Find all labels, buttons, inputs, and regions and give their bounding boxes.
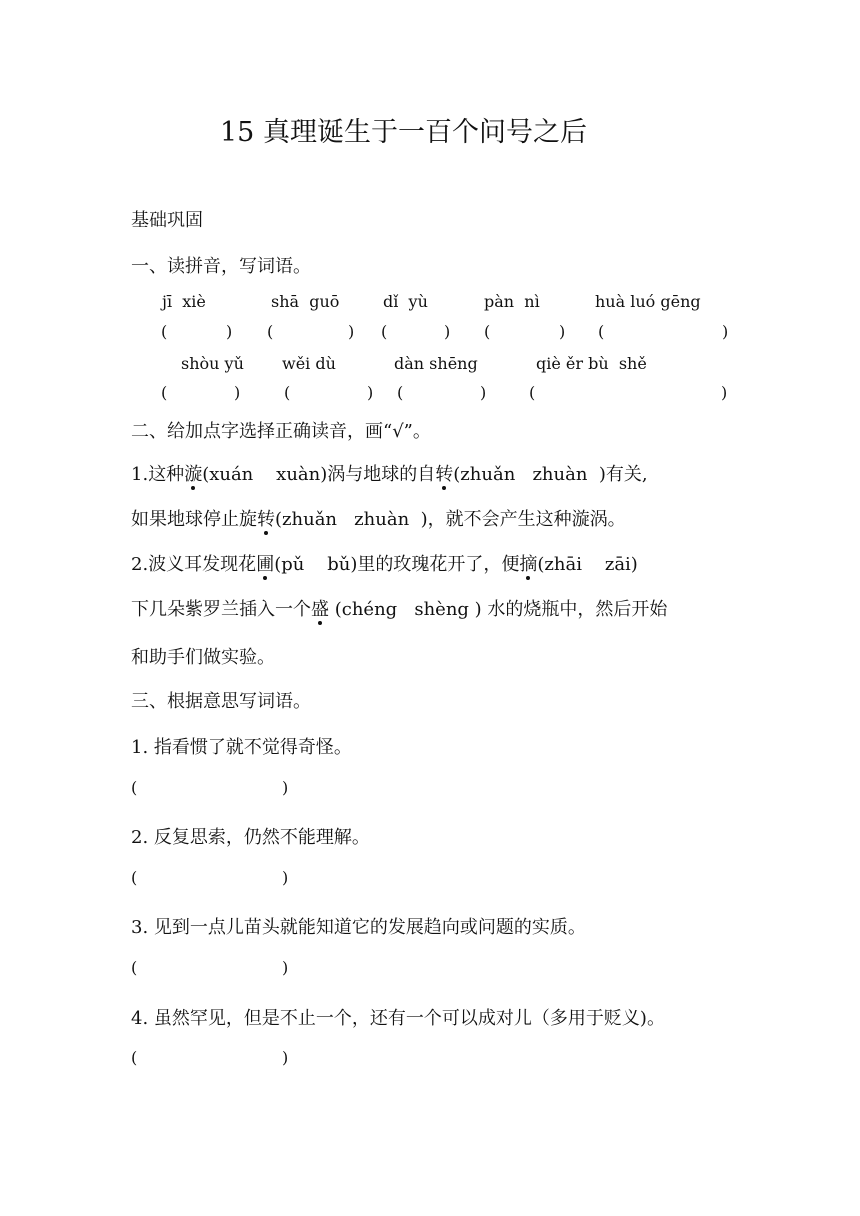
pinyin-diyu: dǐ yù bbox=[383, 292, 428, 311]
question2-2-line1: 2.波义耳发现花圃(pǔ bǔ)里的玫瑰花开了，便摘(zhāi zāi) bbox=[131, 550, 638, 576]
pinyin-shouyu: shòu yǔ bbox=[181, 354, 244, 373]
blank-1-close: ) bbox=[226, 322, 233, 341]
blank-7-close: ) bbox=[367, 383, 374, 402]
part1-heading: 一、读拼音，写词语。 bbox=[131, 256, 311, 277]
pinyin-dansheng: dàn shēng bbox=[394, 354, 478, 373]
page-title: 15 真理诞生于一百个问号之后 bbox=[220, 117, 587, 148]
blank-6-open: ( bbox=[161, 383, 168, 402]
pinyin-weidu: wěi dù bbox=[282, 354, 336, 373]
blank-8-close: ) bbox=[480, 383, 487, 402]
question2-2-line2: 下几朵紫罗兰插入一个盛 (chéng shèng ) 水的烧瓶中，然后开始 bbox=[131, 595, 667, 621]
pinyin-qieerbushe: qiè ěr bù shě bbox=[536, 354, 647, 373]
pinyin-panni: pàn nì bbox=[484, 292, 540, 311]
question3-2: 2. 反复思索，仍然不能理解。 bbox=[131, 827, 370, 848]
blank-2-open: ( bbox=[267, 322, 274, 341]
answer3-2-open: ( bbox=[131, 868, 138, 887]
dotted-char: 摘 bbox=[519, 550, 537, 576]
section-label: 基础巩固 bbox=[131, 210, 203, 231]
blank-9-close: ) bbox=[721, 383, 728, 402]
pinyin-shaguo: shā guō bbox=[271, 292, 340, 311]
blank-5-open: ( bbox=[598, 322, 605, 341]
dotted-char: 转 bbox=[435, 460, 453, 486]
answer3-4-open: ( bbox=[131, 1048, 138, 1067]
blank-7-open: ( bbox=[284, 383, 291, 402]
blank-4-open: ( bbox=[484, 322, 491, 341]
blank-3-open: ( bbox=[381, 322, 388, 341]
question2-1-line1: 1.这种漩(xuán xuàn)涡与地球的自转(zhuǎn zhuàn )有关, bbox=[131, 460, 648, 486]
answer3-4-close: ) bbox=[282, 1048, 289, 1067]
blank-3-close: ) bbox=[444, 322, 451, 341]
question2-1-line2: 如果地球停止旋转(zhuǎn zhuàn )，就不会产生这种漩涡。 bbox=[131, 505, 626, 531]
dotted-char: 漩 bbox=[184, 460, 202, 486]
pinyin-jixie: jī xiè bbox=[162, 292, 206, 311]
blank-5-close: ) bbox=[722, 322, 729, 341]
blank-9-open: ( bbox=[529, 383, 536, 402]
dotted-char: 圃 bbox=[256, 550, 274, 576]
blank-1-open: ( bbox=[161, 322, 168, 341]
blank-2-close: ) bbox=[348, 322, 355, 341]
blank-4-close: ) bbox=[559, 322, 566, 341]
question3-3: 3. 见到一点儿苗头就能知道它的发展趋向或问题的实质。 bbox=[131, 917, 586, 938]
answer3-1-close: ) bbox=[282, 778, 289, 797]
blank-6-close: ) bbox=[234, 383, 241, 402]
dotted-char: 盛 bbox=[311, 595, 329, 621]
question3-4: 4. 虽然罕见，但是不止一个，还有一个可以成对儿（多用于贬义)。 bbox=[131, 1008, 665, 1029]
question3-1: 1. 指看惯了就不觉得奇怪。 bbox=[131, 737, 352, 758]
blank-8-open: ( bbox=[397, 383, 404, 402]
pinyin-hualuogeng: huà luó gēng bbox=[595, 292, 701, 311]
answer3-3-open: ( bbox=[131, 958, 138, 977]
dotted-char: 转 bbox=[257, 505, 275, 531]
question2-2-line3: 和助手们做实验。 bbox=[131, 647, 275, 668]
answer3-2-close: ) bbox=[282, 868, 289, 887]
answer3-1-open: ( bbox=[131, 778, 138, 797]
part3-heading: 三、根据意思写词语。 bbox=[131, 691, 311, 712]
part2-heading: 二、给加点字选择正确读音，画“√”。 bbox=[131, 421, 431, 442]
answer3-3-close: ) bbox=[282, 958, 289, 977]
